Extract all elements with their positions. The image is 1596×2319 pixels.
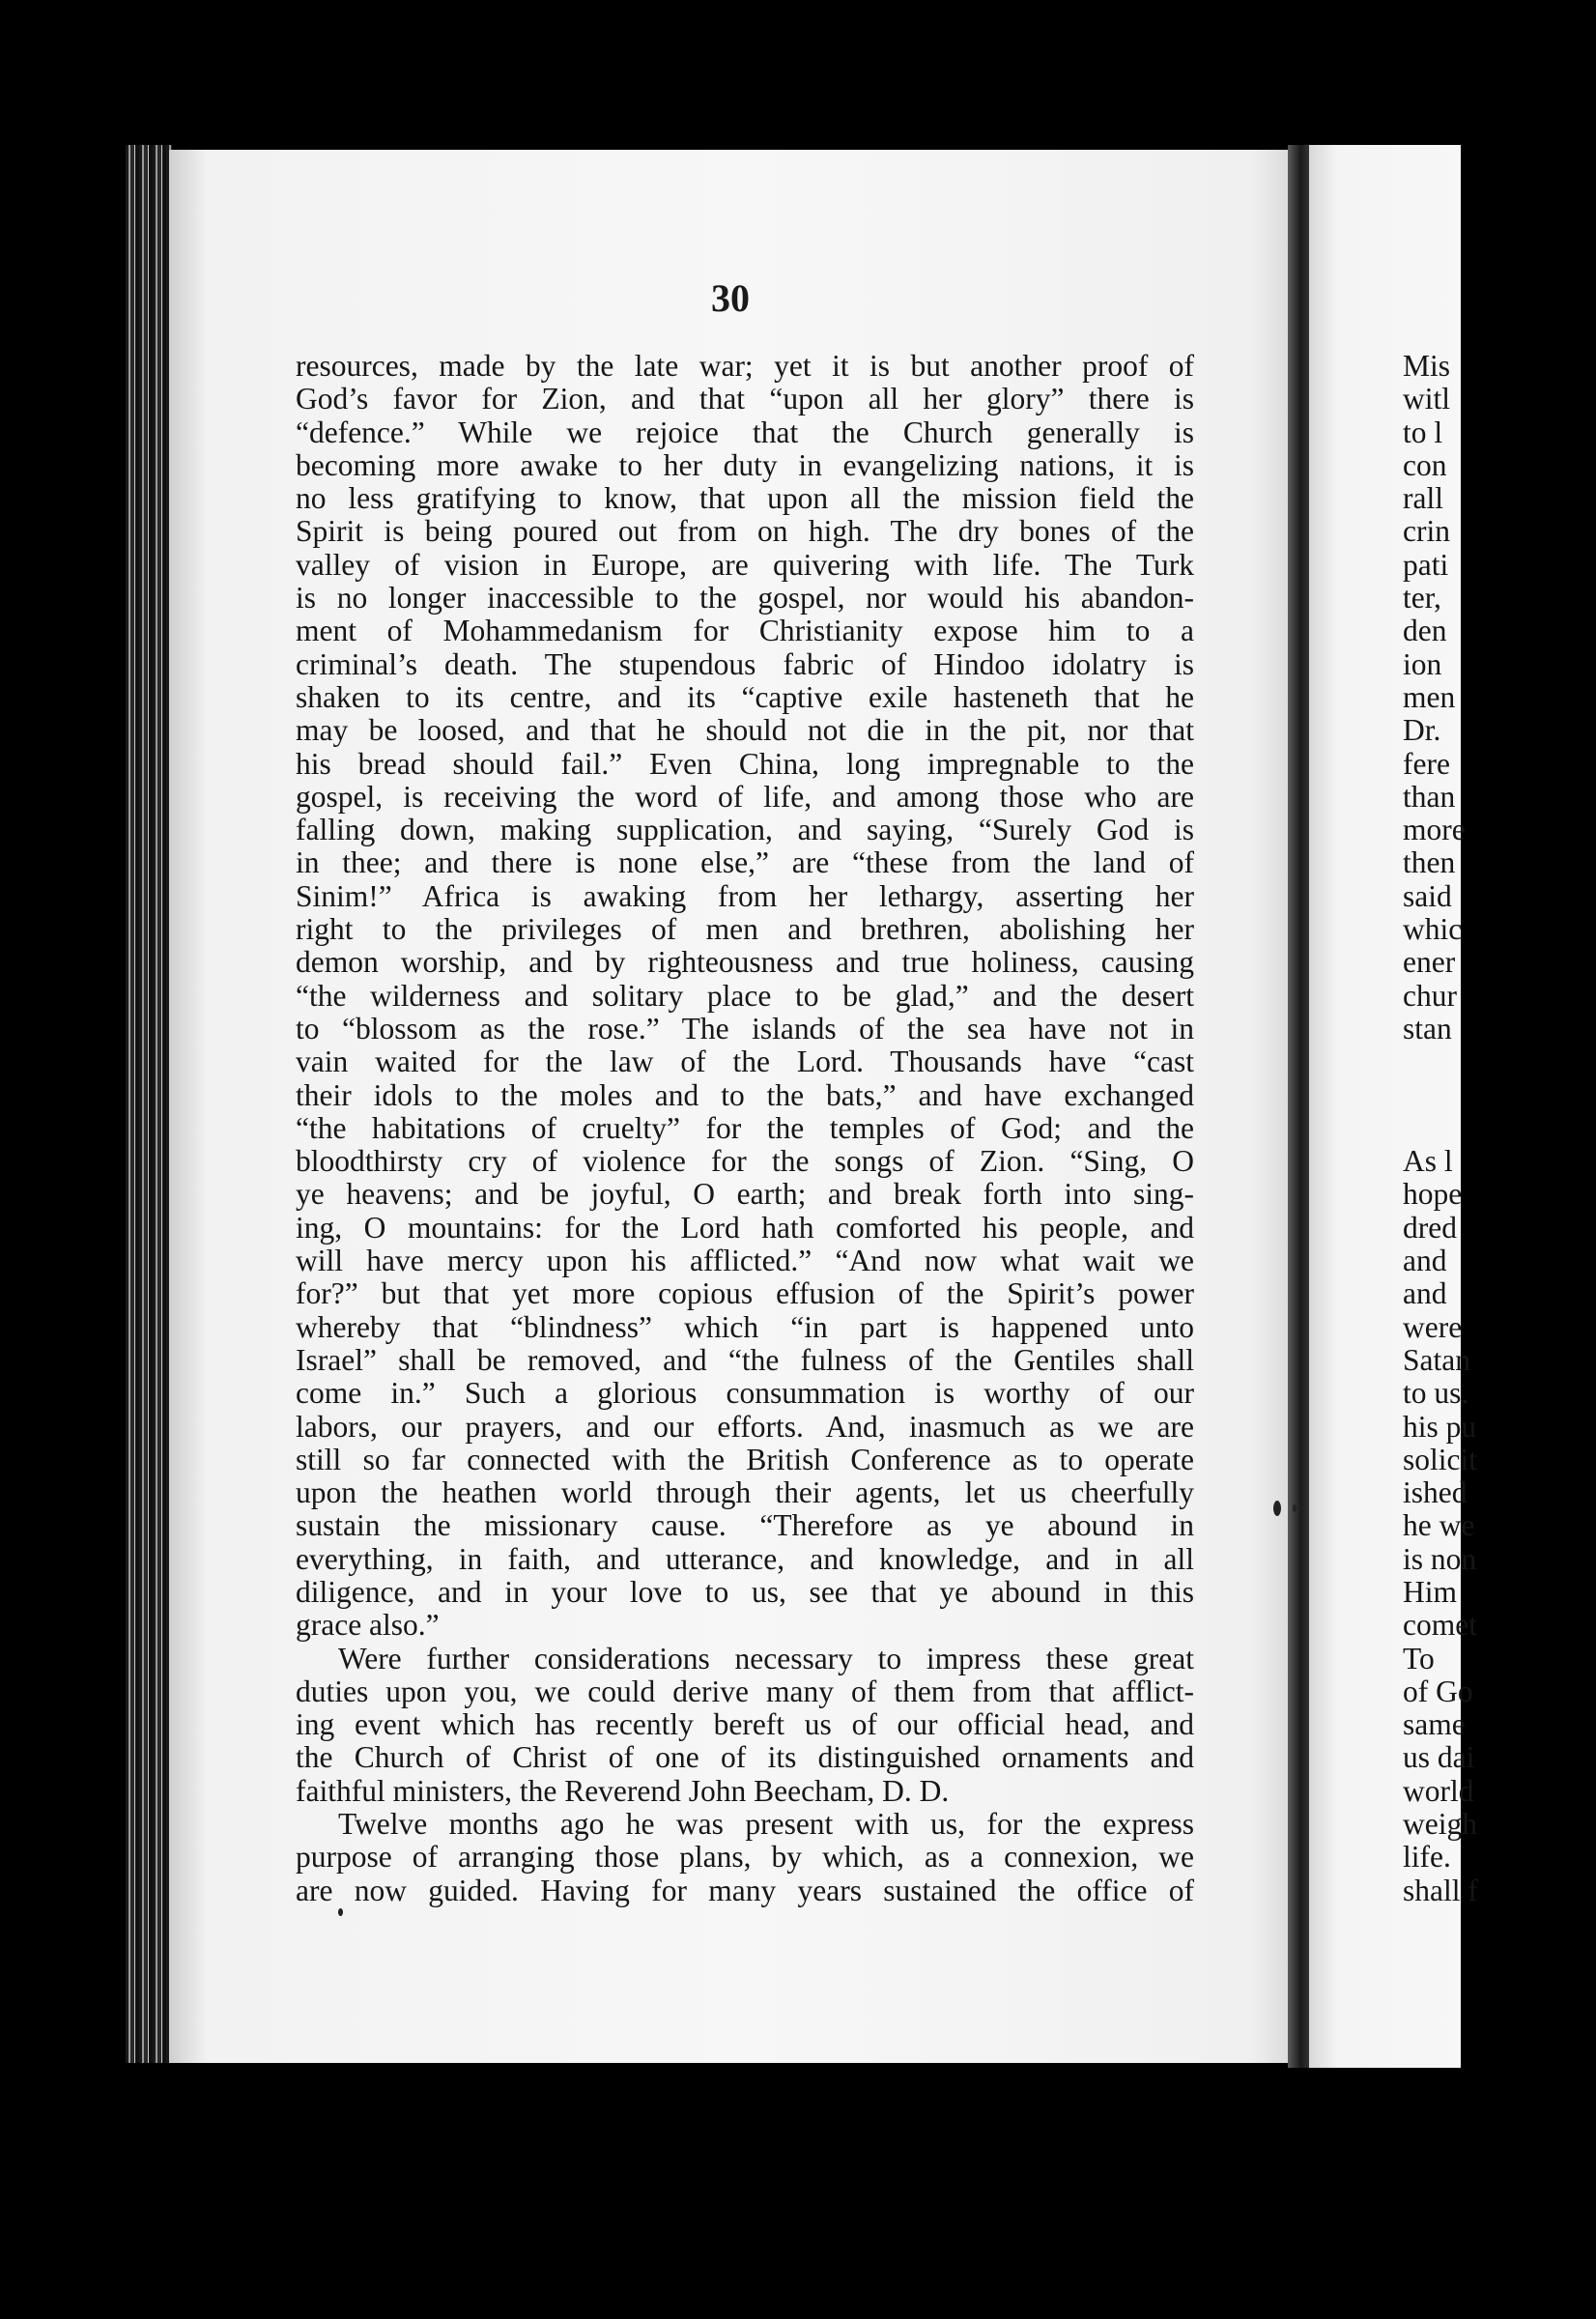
page-body-text xyxy=(296,350,1194,1907)
facing-text-line: of Go xyxy=(1403,1674,1473,1708)
facing-text-line: world xyxy=(1403,1773,1474,1808)
facing-text-line: hope xyxy=(1403,1177,1463,1212)
ink-speck xyxy=(1293,1504,1297,1512)
text-line: Israel” shall be removed, and “the fulness of the Gentiles shall xyxy=(296,1342,1194,1377)
ink-speck xyxy=(1273,1501,1281,1516)
facing-text-line: fere xyxy=(1403,746,1450,781)
ink-speck xyxy=(338,1908,343,1916)
facing-text-line: chur xyxy=(1403,978,1457,1013)
facing-text-line: witl xyxy=(1403,382,1451,416)
facing-text-line: ion xyxy=(1403,646,1442,681)
text-line: upon the heathen world through their agents, let us cheerfully xyxy=(296,1475,1194,1510)
text-line: Twelve months ago he was present with us, for the express xyxy=(338,1807,1194,1842)
facing-text-line: and xyxy=(1403,1244,1447,1278)
text-line: “defence.” While we rejoice that the Church generally is xyxy=(296,415,1194,449)
facing-text-line: more xyxy=(1403,813,1466,847)
facing-text-line: ished xyxy=(1403,1475,1468,1510)
facing-text-line: Dr. xyxy=(1403,713,1441,748)
text-line: valley of vision in Europe, are quivering with life. The Turk xyxy=(296,547,1194,582)
text-line: grace also.” xyxy=(296,1608,440,1643)
text-line: come in.” Such a glorious consummation is worthy of our xyxy=(296,1376,1194,1411)
facing-text-line: den xyxy=(1403,614,1447,648)
facing-text-line: rall xyxy=(1403,481,1443,516)
text-line: labors, our prayers, and our efforts. And, inasmuch as we are xyxy=(296,1409,1194,1444)
text-line: in thee; and there is none else,” are “these from the land of xyxy=(296,845,1194,880)
facing-page-text xyxy=(1403,350,1596,1907)
text-line: may be loosed, and that he should not die in the pit, nor that xyxy=(296,713,1194,748)
text-line: ing event which has recently bereft us of our official head, and xyxy=(296,1707,1194,1742)
text-line: God’s favor for Zion, and that “upon all her glory” there is xyxy=(296,382,1194,416)
text-line: their idols to the moles and to the bats,” and have exchanged xyxy=(296,1077,1194,1112)
facing-text-line: men xyxy=(1403,679,1456,714)
facing-text-line: is non xyxy=(1403,1541,1477,1576)
facing-text-line: crin xyxy=(1403,514,1450,549)
text-line: becoming more awake to her duty in evangelizing nations, it is xyxy=(296,447,1194,482)
facing-text-line: Satan xyxy=(1403,1342,1470,1377)
facing-text-line xyxy=(1403,1079,1596,1112)
facing-text-line: his pu xyxy=(1403,1409,1477,1444)
text-line: Spirit is being poured out from on high. The dry bones of the xyxy=(296,514,1194,549)
facing-text-line: he we xyxy=(1403,1508,1475,1543)
facing-text-line: Mis xyxy=(1403,349,1451,383)
facing-text-line: As l xyxy=(1403,1144,1453,1179)
facing-text-line: ener xyxy=(1403,945,1456,980)
facing-text-line: us dai xyxy=(1403,1740,1475,1775)
text-line: ment of Mohammedanism for Christianity expose him to a xyxy=(296,614,1194,648)
facing-text-line: solicit xyxy=(1403,1442,1477,1476)
text-line: faithful ministers, the Reverend John Beecham, D. D. xyxy=(296,1773,950,1808)
facing-text-line xyxy=(1403,1045,1596,1078)
text-line: ing, O mountains: for the Lord hath comforted his people, and xyxy=(296,1210,1194,1245)
text-line: Sinim!” Africa is awaking from her lethargy, asserting her xyxy=(296,878,1194,913)
facing-text-line: same xyxy=(1403,1707,1466,1742)
facing-text-line: shall f xyxy=(1403,1873,1478,1907)
text-line: to “blossom as the rose.” The islands of the sea have not in xyxy=(296,1011,1194,1045)
text-line: gospel, is receiving the word of life, and among those who are xyxy=(296,779,1194,814)
text-line: no less gratifying to know, that upon all the mission field the xyxy=(296,481,1194,516)
text-line: criminal’s death. The stupendous fabric of Hindoo idolatry is xyxy=(296,646,1194,681)
text-line: Were further considerations necessary to impress these great xyxy=(338,1641,1194,1675)
text-line: are now guided. Having for many years sustained the office of xyxy=(296,1873,1194,1907)
facing-text-line: than xyxy=(1403,779,1456,814)
facing-text-line: ter, xyxy=(1403,581,1441,616)
text-line: everything, in faith, and utterance, and knowledge, and in all xyxy=(296,1541,1194,1576)
facing-text-line: con xyxy=(1403,447,1447,482)
facing-text-line: said xyxy=(1403,878,1452,913)
facing-text-line: were xyxy=(1403,1309,1463,1344)
text-line: for?” but that yet more copious effusion of the Spirit’s power xyxy=(296,1276,1194,1311)
text-line: “the wilderness and solitary place to be glad,” and the desert xyxy=(296,978,1194,1013)
facing-text-line: whic xyxy=(1403,912,1463,947)
facing-text-line: and xyxy=(1403,1276,1447,1311)
page-number: 30 xyxy=(711,276,750,320)
facing-text-line: pati xyxy=(1403,547,1449,582)
text-line: right to the privileges of men and brethren, abolishing her xyxy=(296,912,1194,947)
facing-text-line: then xyxy=(1403,845,1456,880)
facing-text-line: comet xyxy=(1403,1608,1477,1643)
facing-text-line: to us. xyxy=(1403,1376,1469,1411)
text-line: “the habitations of cruelty” for the temples of God; and the xyxy=(296,1110,1194,1145)
text-line: ye heavens; and be joyful, O earth; and break forth into sing- xyxy=(296,1177,1194,1212)
text-line: whereby that “blindness” which “in part is happened unto xyxy=(296,1309,1194,1344)
text-line: shaken to its centre, and its “captive exile hasteneth that he xyxy=(296,679,1194,714)
text-line: is no longer inaccessible to the gospel, nor would his abandon- xyxy=(296,581,1194,616)
book-spine xyxy=(126,145,172,2063)
facing-text-line: To xyxy=(1403,1641,1435,1675)
text-line: the Church of Christ of one of its distinguished ornaments and xyxy=(296,1740,1194,1775)
facing-text-line: to l xyxy=(1403,415,1443,449)
text-line: vain waited for the law of the Lord. Thousands have “cast xyxy=(296,1045,1194,1079)
facing-text-line: life. xyxy=(1403,1840,1451,1875)
text-line: diligence, and in your love to us, see that ye abound in this xyxy=(296,1574,1194,1609)
facing-text-line: Him xyxy=(1403,1574,1458,1609)
book-gutter xyxy=(1288,145,1309,2068)
text-line: falling down, making supplication, and saying, “Surely God is xyxy=(296,813,1194,847)
text-line: purpose of arranging those plans, by which, as a connexion, we xyxy=(296,1840,1194,1875)
facing-text-line: dred xyxy=(1403,1210,1457,1245)
text-line: sustain the missionary cause. “Therefore as ye abound in xyxy=(296,1508,1194,1543)
text-line: still so far connected with the British Conference as to operate xyxy=(296,1442,1194,1476)
text-line: bloodthirsty cry of violence for the songs of Zion. “Sing, O xyxy=(296,1144,1194,1179)
facing-text-line: stan xyxy=(1403,1011,1452,1045)
text-line: duties upon you, we could derive many of them from that afflict- xyxy=(296,1674,1194,1708)
text-line: demon worship, and by righteousness and true holiness, causing xyxy=(296,945,1194,980)
text-line: resources, made by the late war; yet it is but another proof of xyxy=(296,349,1194,383)
facing-text-line: weigh xyxy=(1403,1807,1477,1842)
text-line: will have mercy upon his afflicted.” “And now what wait we xyxy=(296,1244,1194,1278)
text-line: his bread should fail.” Even China, long impregnable to the xyxy=(296,746,1194,781)
facing-text-line xyxy=(1403,1112,1596,1145)
